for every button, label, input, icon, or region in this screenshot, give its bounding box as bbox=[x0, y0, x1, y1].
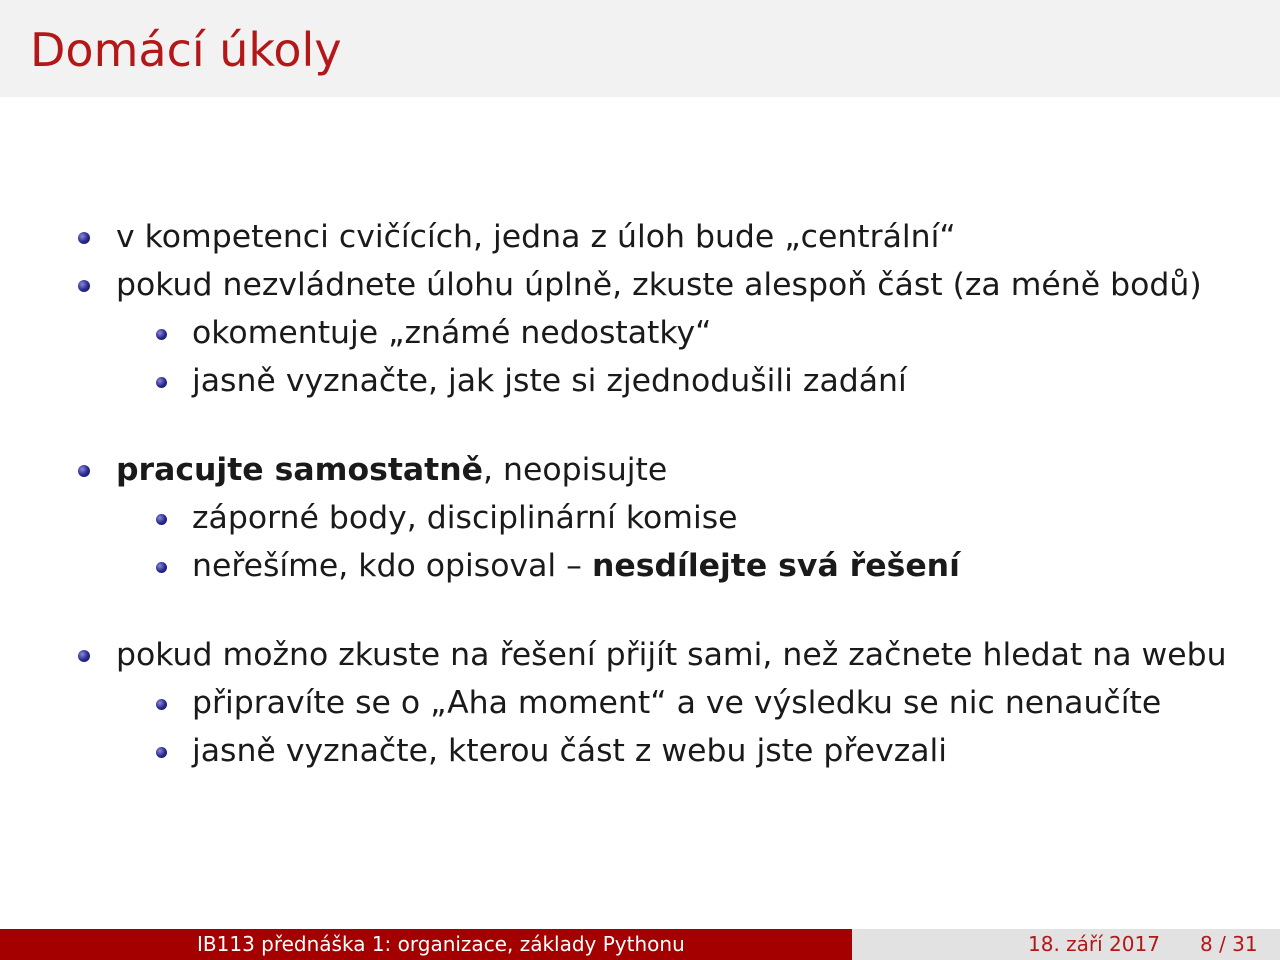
bullet-item-partial bbox=[116, 267, 1202, 305]
sub-bullet-item-simplify bbox=[192, 363, 907, 401]
bullet-text: pokud možno zkuste na řešení přijít sami, než začnete hledat na webu bbox=[116, 637, 1227, 673]
bullet-icon bbox=[156, 377, 167, 388]
bullet-text: jasně vyznačte, jak jste si zjednodušili zadání bbox=[192, 363, 907, 399]
sub-bullet-item-no-sharing bbox=[192, 548, 960, 586]
bullet-item-web bbox=[116, 637, 1227, 675]
bullet-icon bbox=[156, 562, 167, 573]
bullet-text: okomentuje „známé nedostatky“ bbox=[192, 315, 712, 351]
bullet-text: pokud nezvládnete úlohu úplně, zkuste alespoň část (za méně bodů) bbox=[116, 267, 1202, 303]
footer-course: IB113 přednáška 1: organizace, základy Pythonu bbox=[197, 932, 685, 956]
bullet-item-competence bbox=[116, 219, 956, 257]
title-bar bbox=[0, 0, 1280, 97]
bullet-text: záporné body, disciplinární komise bbox=[192, 500, 738, 536]
bullet-text: připravíte se o „Aha moment“ a ve výsledku se nic nenaučíte bbox=[192, 685, 1162, 721]
bullet-text: v kompetenci cvičících, jedna z úloh bude „centrální“ bbox=[116, 219, 956, 255]
bullet-icon bbox=[156, 747, 167, 758]
sub-bullet-item-comment bbox=[192, 315, 711, 353]
bullet-icon bbox=[78, 650, 90, 662]
sub-bullet-item-penalty bbox=[192, 500, 738, 538]
bullet-icon bbox=[78, 465, 90, 477]
slide-title: Domácí úkoly bbox=[30, 23, 342, 77]
bullet-text: , neopisujte bbox=[483, 452, 668, 488]
footer-page-number: 8 / 31 bbox=[1200, 932, 1258, 956]
footer-date: 18. září 2017 bbox=[1028, 932, 1160, 956]
footer-course-bar bbox=[0, 929, 852, 960]
bullet-item-independent bbox=[116, 452, 667, 490]
bullet-text: jasně vyznačte, kterou část z webu jste převzali bbox=[192, 733, 948, 769]
bullet-icon bbox=[156, 514, 167, 525]
footer-info-bar bbox=[852, 929, 1280, 960]
bullet-icon bbox=[156, 699, 167, 710]
bullet-text: neřešíme, kdo opisoval – bbox=[192, 548, 592, 584]
bullet-icon bbox=[78, 232, 90, 244]
bullet-text-bold: pracujte samostatně bbox=[116, 452, 484, 488]
bullet-icon bbox=[78, 280, 90, 292]
sub-bullet-item-source bbox=[192, 733, 947, 771]
bullet-text-bold: nesdílejte svá řešení bbox=[591, 548, 960, 584]
bullet-icon bbox=[156, 329, 167, 340]
sub-bullet-item-aha bbox=[192, 685, 1161, 723]
